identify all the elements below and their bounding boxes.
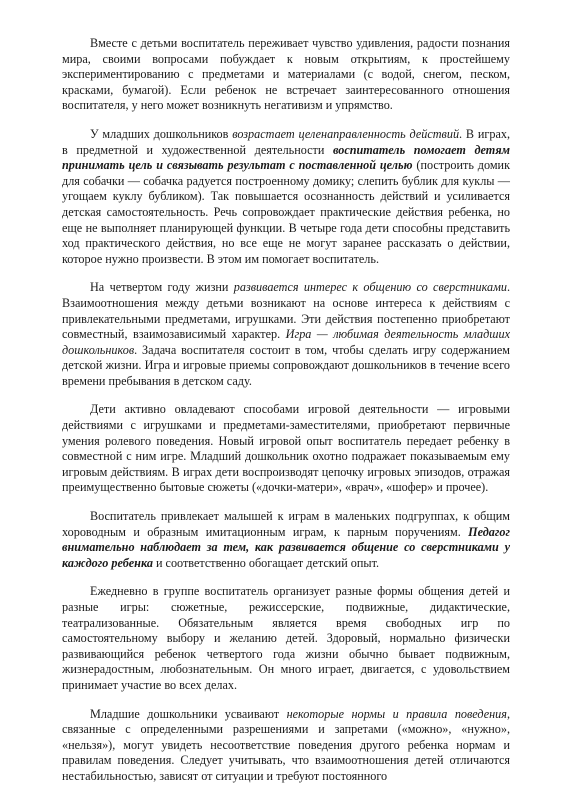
document-body [62,36,510,785]
emphasized-text: развивается интерес к общению со сверстниками [233,280,507,295]
paragraph [62,402,510,496]
paragraph [62,509,510,571]
text-run: Ежедневно в группе воспитатель организует разные формы общения детей и разные игры: сюжетные, режиссерские, подвижные, дидактические, театрализованные. Обязательным является время свободных игр по самостоятельному выбору и желанию детей. Здоровый, нормально физически развивающийся ребенок четвертого года жизни обычно бывает подвижным, жизнерадостным, любознательным. Он много играет, двигается, с удовольствием принимает участие во всех делах. [62,584,510,692]
emphasized-text: Педагог внимательно наблюдает за тем, как развивается общение со сверстниками у каждого ребенка [62,524,510,570]
text-run: У младших дошкольников [90,126,233,141]
paragraph [62,707,510,785]
emphasized-text: Игра — любимая деятельность младших дошкольников [62,327,510,357]
emphasized-text: воспитатель помогает детям принимать цель и связывать результат с поставленной целью [62,142,510,173]
paragraph [62,127,510,267]
text-run: Младшие дошкольники усваивают [90,706,287,721]
paragraph [62,280,510,389]
text-run: (построить домик для собачки — собачка радуется построенному домику; слепить бублик для куклы — угощаем куклу бубликом). Так повышается осознанность действий и усиливается детская самостоятельность. Речь сопровождает практические действия ребенка, но еще не выполняет планирующей функции. В четыре года дети способны представить ход практического действия, но все еще не могут заранее рассказать о действии, которое нужно произвести. В этом им помогает воспитатель. [62,158,510,266]
text-run: , связанные с определенными разрешениями и запретами («можно», «нужно», «нельзя»), могут увидеть несоответствие поведения другого ребенка нормам и правилам поведения. Следует учитывать, что взаимоотношения детей отличаются нестабильностью, зависят от ситуации и требуют постоянного [62,706,510,783]
text-run: Дети активно овладевают способами игровой деятельности — игровыми действиями с игрушками и предметами-заместителями, приобретают первичные умения ролевого поведения. Новый игровой опыт воспитатель передает ребенку в совместной с ним игре. Младший дошкольник охотно подражает показываемым ему игровым действиям. В играх дети воспроизводят цепочку игровых эпизодов, отражая преимущественно бытовые сюжеты («дочки-матери», «врач», «шофер» и прочее). [62,402,510,495]
emphasized-text: возрастает целенаправленность действий [232,126,460,141]
text-run: Воспитатель привлекает малышей к играм в маленьких подгруппах, к общим хороводным и образным имитационным играм, к парным поручениям. [62,509,510,539]
text-run: На четвертом году жизни [90,280,234,295]
text-run: . Взаимоотношения между детьми возникают на основе интереса к действиям с привлекательными предметами, игрушками. Эти действия постепенно приобретают совместный, взаимозависимый характер. [62,280,510,342]
paragraph [62,36,510,114]
text-run: . В играх, в предметной и художественной деятельности [62,126,510,157]
text-run: . Задача воспитателя состоит в том, чтобы сделать игру содержанием детской жизни. Игра и игровые приемы сопровождают дошкольников в течение всего времени пребывания в детском саду. [62,342,510,388]
text-run: Вместе с детьми воспитатель переживает чувство удивления, радости познания мира, своими вопросами побуждает к новым открытиям, к простейшему экспериментированию с предметами и материалами (с водой, снегом, песком, красками, бумагой). Если ребенок не встречает заинтересованного отношения воспитателя, у него может возникнуть негативизм и упрямство. [62,36,510,113]
text-run: и соответственно обогащает детский опыт. [152,555,380,570]
paragraph [62,584,510,693]
emphasized-text: некоторые нормы и правила поведения [286,706,507,721]
